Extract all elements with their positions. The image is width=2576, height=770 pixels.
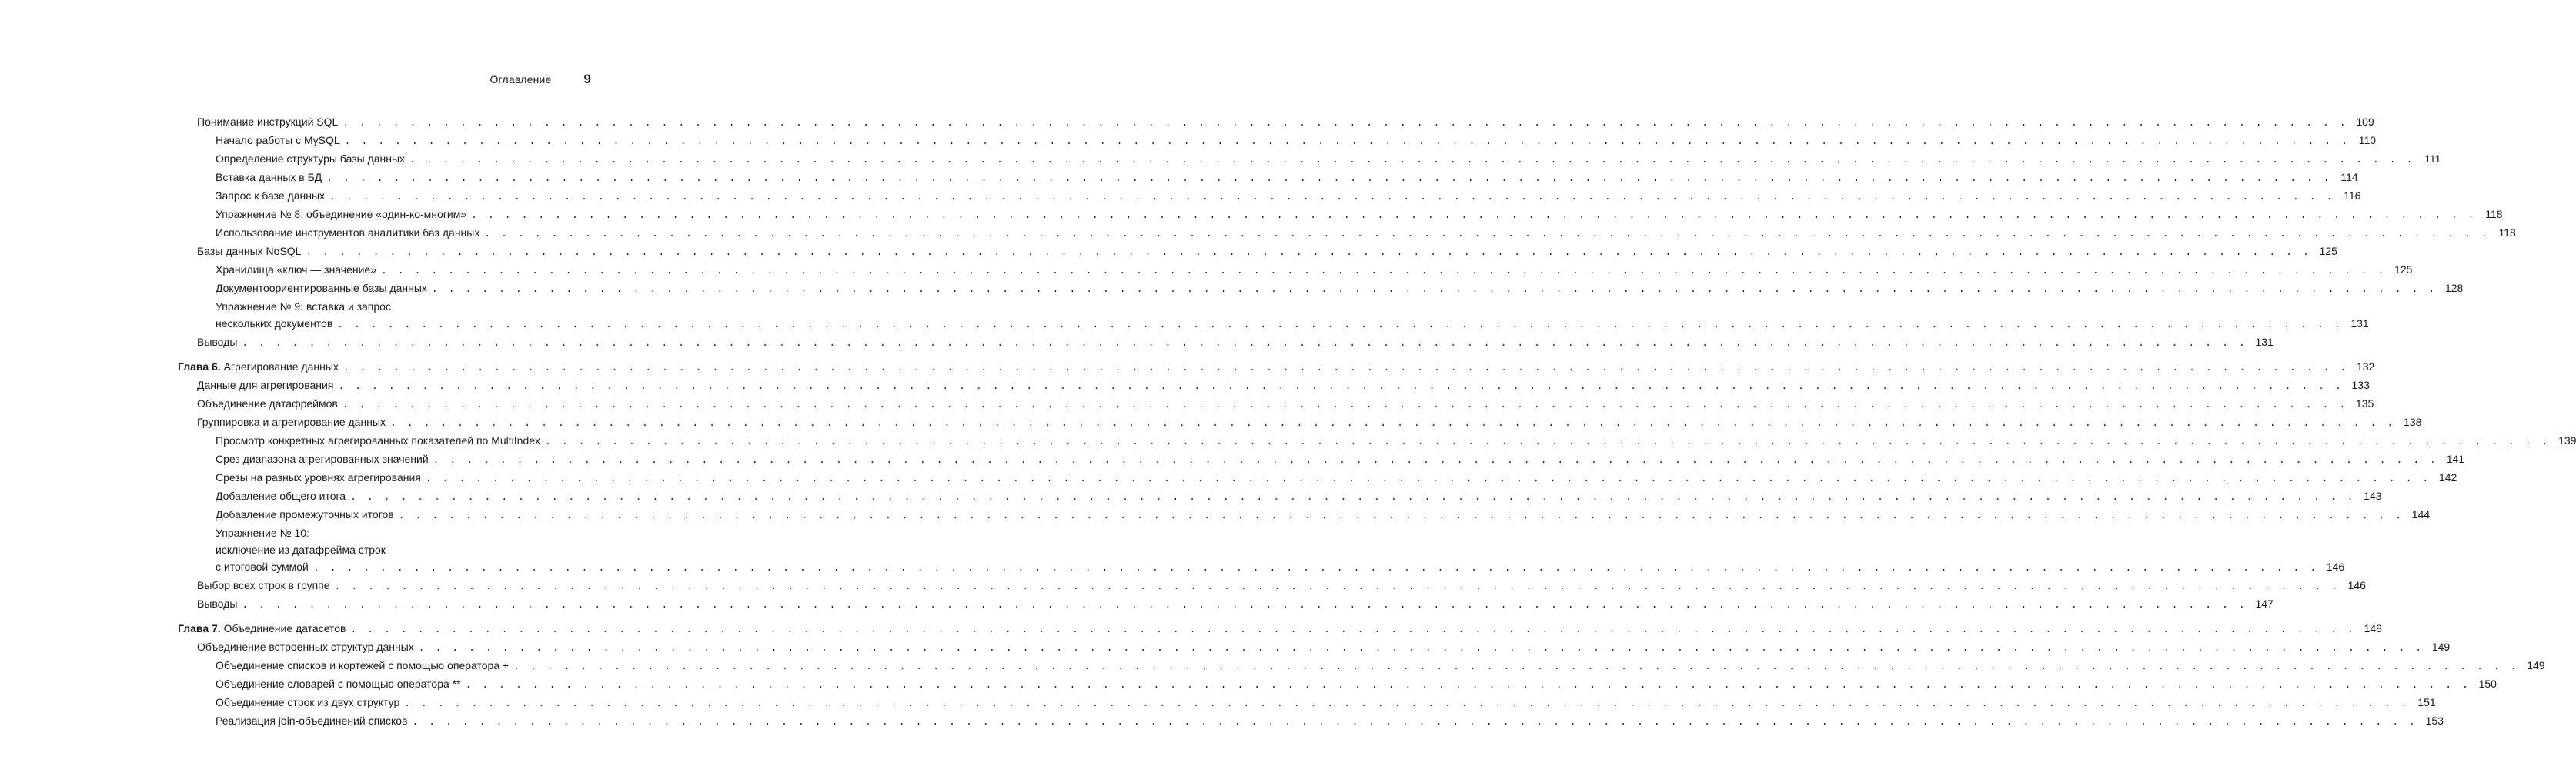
toc-page-number: 125 xyxy=(2319,245,2337,257)
toc-entry-title: Выводы xyxy=(197,598,238,610)
toc-page-number: 149 xyxy=(2527,659,2545,671)
dot-leader: . . . . . . . . . . . . . . . . . . . . . . . . . . . . . . . . . . . . . . . . . . . . . . . . . . . . . . . . . . . . . . . . . . . . . . . . . . . . . . . . . . . . . . . . . . . . . . . . . . . . . . . . . . . . . . . . . . . . . . . . xyxy=(342,399,2348,410)
toc-entry-title-line: исключение из датафрейма строк xyxy=(216,544,386,556)
toc-entry-title-line: Упражнение № 9: вставка и запрос xyxy=(216,300,391,313)
toc-entry-title: с итоговой суммой xyxy=(216,561,309,573)
toc-entry xyxy=(178,298,2369,333)
dot-leader: . . . . . . . . . . . . . . . . . . . . . . . . . . . . . . . . . . . . . . . . . . . . . . . . . . . . . . . . . . . . . . . . . . . . . . . . . . . . . . . . . . . . . . . . . . . . . . . . . . . . . . . . . . . . . . . . . . . . . . . . xyxy=(409,154,2415,166)
toc-entry-title-line: Упражнение № 10: xyxy=(216,527,309,539)
toc-entry xyxy=(178,395,2374,413)
chapter-title: Объединение датасетов xyxy=(223,622,346,634)
dot-leader: . . . . . . . . . . . . . . . . . . . . . . . . . . . . . . . . . . . . . . . . . . . . . . . . . . . . . . . . . . . . . . . . . . . . . . . . . . . . . . . . . . . . . . . . . . . . . . . . . . . . . . . . . . . . . . . . . . . . . . . . xyxy=(465,679,2471,691)
dot-leader: . . . . . . . . . . . . . . . . . . . . . . . . . . . . . . . . . . . . . . . . . . . . . . . . . . . . . . . . . . . . . . . . . . . . . . . . . . . . . . . . . . . . . . . . . . . . . . . . . . . . . . . . . . . . . . . . . . . . . . . . xyxy=(412,716,2417,728)
dot-leader: . . . . . . . . . . . . . . . . . . . . . . . . . . . . . . . . . . . . . . . . . . . . . . . . . . . . . . . . . . . . . . . . . . . . . . . . . . . . . . . . . . . . . . . . . . . . . . . . . . . . . . . . . . . . . . . . . . . . . . . . xyxy=(338,380,2344,392)
toc-page-number: 110 xyxy=(2358,134,2377,146)
toc-entry-title: Базы данных NoSQL xyxy=(197,245,302,257)
toc-entry xyxy=(178,638,2451,657)
toc-entry-title: Срез диапазона агрегированных значений xyxy=(216,453,429,465)
dot-leader: . . . . . . . . . . . . . . . . . . . . . . . . . . . . . . . . . . . . . . . . . . . . . . . . . . . . . . . . . . . . . . . . . . . . . . . . . . . . . . . . . . . . . . . . . . . . . . . . . . . . . . . . . . . . . . . . . . . . . . . . xyxy=(484,228,2490,239)
dot-leader: . . . . . . . . . . . . . . . . . . . . . . . . . . . . . . . . . . . . . . . . . . . . . . . . . . . . . . . . . . . . . . . . . . . . . . . . . . . . . . . . . . . . . . . . . . . . . . . . . . . . . . . . . . . . . . . . . . . . . . . . xyxy=(242,337,2247,349)
table-of-contents xyxy=(178,113,2576,731)
toc-page-number: 151 xyxy=(2417,696,2436,708)
toc-page-number: 109 xyxy=(2356,116,2374,128)
toc-page-number: 150 xyxy=(2478,678,2497,690)
toc-entry-title: Срезы на разных уровнях агрегирования xyxy=(216,471,421,484)
dot-leader: . . . . . . . . . . . . . . . . . . . . . . . . . . . . . . . . . . . . . . . . . . . . . . . . . . . . . . . . . . . . . . . . . . . . . . . . . . . . . . . . . . . . . . . . . . . . . . . . . . . . . . . . . . . . . . . . . . . . . . . . xyxy=(344,136,2350,147)
toc-chapter-entry xyxy=(178,358,2375,377)
toc-page-number: 118 xyxy=(2498,226,2516,239)
dot-leader: . . . . . . . . . . . . . . . . . . . . . . . . . . . . . . . . . . . . . . . . . . . . . . . . . . . . . . . . . . . . . . . . . . . . . . . . . . . . . . . . . . . . . . . . . . . . . . . . . . . . . . . . . . . . . . . . . . . . . . . . xyxy=(329,191,2335,203)
dot-leader: . . . . . . . . . . . . . . . . . . . . . . . . . . . . . . . . . . . . . . . . . . . . . . . . . . . . . . . . . . . . . . . . . . . . . . . . . . . . . . . . . . . . . . . . . . . . . . . . . . . . . . . . . . . . . . . . . . . . . . . . xyxy=(471,209,2477,221)
toc-entry xyxy=(178,243,2337,261)
toc-entry xyxy=(178,506,2431,524)
page-number: 9 xyxy=(583,72,591,86)
toc-entry-title: Выводы xyxy=(197,336,238,348)
toc-entry-title: Запрос к базе данных xyxy=(216,189,326,202)
toc-page-number: 125 xyxy=(2394,263,2413,276)
dot-leader: . . . . . . . . . . . . . . . . . . . . . . . . . . . . . . . . . . . . . . . . . . . . . . . . . . . . . . . . . . . . . . . . . . . . . . . . . . . . . . . . . . . . . . . . . . . . . . . . . . . . . . . . . . . . . . . . . . . . . . . . xyxy=(389,417,2396,429)
toc-page-number: 148 xyxy=(2364,622,2382,634)
dot-leader: . . . . . . . . . . . . . . . . . . . . . . . . . . . . . . . . . . . . . . . . . . . . . . . . . . . . . . . . . . . . . . . . . . . . . . . . . . . . . . . . . . . . . . . . . . . . . . . . . . . . . . . . . . . . . . . . . . . . . . . . xyxy=(545,436,2551,447)
toc-page-number: 153 xyxy=(2425,715,2444,727)
toc-entry-title: Реализация join-объединений списков xyxy=(216,715,408,727)
toc-entry xyxy=(178,113,2374,132)
toc-entry-title: Начало работы с MySQL xyxy=(216,134,340,146)
toc-page-number: 133 xyxy=(2351,379,2370,391)
chapter-title: Агрегирование данных xyxy=(223,360,339,373)
toc-entry-title: Группировка и агрегирование данных xyxy=(197,416,386,428)
toc-entry xyxy=(178,377,2370,395)
toc-page-number: 118 xyxy=(2485,208,2503,220)
dot-leader: . . . . . . . . . . . . . . . . . . . . . . . . . . . . . . . . . . . . . . . . . . . . . . . . . . . . . . . . . . . . . . . . . . . . . . . . . . . . . . . . . . . . . . . . . . . . . . . . . . . . . . . . . . . . . . . . . . . . . . . . xyxy=(425,473,2431,484)
dot-leader: . . . . . . . . . . . . . . . . . . . . . . . . . . . . . . . . . . . . . . . . . . . . . . . . . . . . . . . . . . . . . . . . . . . . . . . . . . . . . . . . . . . . . . . . . . . . . . . . . . . . . . . . . . . . . . . . . . . . . . . . xyxy=(342,117,2348,129)
toc-entry xyxy=(178,413,2422,432)
toc-page-number: 131 xyxy=(2350,317,2369,330)
toc-entry xyxy=(178,150,2441,169)
toc-entry xyxy=(178,712,2444,731)
toc-page-number: 141 xyxy=(2446,453,2465,465)
dot-leader: . . . . . . . . . . . . . . . . . . . . . . . . . . . . . . . . . . . . . . . . . . . . . . . . . . . . . . . . . . . . . . . . . . . . . . . . . . . . . . . . . . . . . . . . . . . . . . . . . . . . . . . . . . . . . . . . . . . . . . . . xyxy=(431,283,2437,295)
toc-entry-title: Добавление общего итога xyxy=(216,490,346,502)
toc-entry-title: Понимание инструкций SQL xyxy=(197,116,339,128)
toc-page-number: 142 xyxy=(2438,471,2457,484)
chapter-label: Глава 6. xyxy=(178,360,221,373)
toc-page-number: 143 xyxy=(2364,490,2382,502)
dot-leader: . . . . . . . . . . . . . . . . . . . . . . . . . . . . . . . . . . . . . . . . . . . . . . . . . . . . . . . . . . . . . . . . . . . . . . . . . . . . . . . . . . . . . . . . . . . . . . . . . . . . . . . . . . . . . . . . . . . . . . . . xyxy=(342,362,2349,373)
toc-entry-title: Объединение встроенных структур данных xyxy=(197,641,414,653)
toc-page-number: 146 xyxy=(2347,579,2366,591)
toc-page-number: 114 xyxy=(2340,171,2358,183)
toc-chapter-entry xyxy=(178,620,2382,638)
toc-page-number: 131 xyxy=(2255,336,2274,348)
toc-entry-title: Данные для агрегирования xyxy=(197,379,334,391)
toc-entry-title: Определение структуры базы данных xyxy=(216,152,406,165)
toc-page-number: 132 xyxy=(2356,360,2375,373)
dot-leader: . . . . . . . . . . . . . . . . . . . . . . . . . . . . . . . . . . . . . . . . . . . . . . . . . . . . . . . . . . . . . . . . . . . . . . . . . . . . . . . . . . . . . . . . . . . . . . . . . . . . . . . . . . . . . . . . . . . . . . . . xyxy=(418,642,2424,654)
dot-leader: . . . . . . . . . . . . . . . . . . . . . . . . . . . . . . . . . . . . . . . . . . . . . . . . . . . . . . . . . . . . . . . . . . . . . . . . . . . . . . . . . . . . . . . . . . . . . . . . . . . . . . . . . . . . . . . . . . . . . . . . xyxy=(350,624,2356,635)
toc-entry xyxy=(178,280,2464,298)
toc-page-number: 135 xyxy=(2355,397,2374,410)
toc-page-number: 147 xyxy=(2255,598,2274,610)
dot-leader: . . . . . . . . . . . . . . . . . . . . . . . . . . . . . . . . . . . . . . . . . . . . . . . . . . . . . . . . . . . . . . . . . . . . . . . . . . . . . . . . . . . . . . . . . . . . . . . . . . . . . . . . . . . . . . . . . . . . . . . . xyxy=(334,581,2340,592)
dot-leader: . . . . . . . . . . . . . . . . . . . . . . . . . . . . . . . . . . . . . . . . . . . . . . . . . . . . . . . . . . . . . . . . . . . . . . . . . . . . . . . . . . . . . . . . . . . . . . . . . . . . . . . . . . . . . . . . . . . . . . . . xyxy=(326,172,2332,184)
toc-entry-title: Упражнение № 8: объединение «один-ко-многим» xyxy=(216,208,467,220)
toc-entry xyxy=(178,694,2436,712)
toc-entry-title: Хранилища «ключ — значение» xyxy=(216,263,376,276)
dot-leader: . . . . . . . . . . . . . . . . . . . . . . . . . . . . . . . . . . . . . . . . . . . . . . . . . . . . . . . . . . . . . . . . . . . . . . . . . . . . . . . . . . . . . . . . . . . . . . . . . . . . . . . . . . . . . . . . . . . . . . . . xyxy=(404,698,2410,709)
toc-entry xyxy=(178,169,2358,187)
dot-leader: . . . . . . . . . . . . . . . . . . . . . . . . . . . . . . . . . . . . . . . . . . . . . . . . . . . . . . . . . . . . . . . . . . . . . . . . . . . . . . . . . . . . . . . . . . . . . . . . . . . . . . . . . . . . . . . . . . . . . . . . xyxy=(380,265,2387,276)
toc-page-number: 128 xyxy=(2444,282,2464,294)
chapter-label: Глава 7. xyxy=(178,622,221,634)
toc-entry-title: Документоориентированные базы данных xyxy=(216,282,427,294)
toc-entry xyxy=(178,132,2377,150)
toc-entry xyxy=(178,577,2366,595)
dot-leader: . . . . . . . . . . . . . . . . . . . . . . . . . . . . . . . . . . . . . . . . . . . . . . . . . . . . . . . . . . . . . . . . . . . . . . . . . . . . . . . . . . . . . . . . . . . . . . . . . . . . . . . . . . . . . . . . . . . . . . . . xyxy=(312,562,2319,574)
toc-entry xyxy=(178,469,2457,487)
toc-entry-title: Выбор всех строк в группе xyxy=(197,579,330,591)
toc-entry xyxy=(178,224,2516,243)
toc-entry-title: Объединение строк из двух структур xyxy=(216,696,400,708)
toc-entry xyxy=(178,261,2413,280)
toc-page-number: 139 xyxy=(2558,434,2576,447)
running-title: Оглавление xyxy=(489,73,552,85)
toc-entry xyxy=(178,487,2382,506)
toc-page-number: 116 xyxy=(2344,189,2361,202)
dot-leader: . . . . . . . . . . . . . . . . . . . . . . . . . . . . . . . . . . . . . . . . . . . . . . . . . . . . . . . . . . . . . . . . . . . . . . . . . . . . . . . . . . . . . . . . . . . . . . . . . . . . . . . . . . . . . . . . . . . . . . . . xyxy=(398,510,2404,521)
dot-leader: . . . . . . . . . . . . . . . . . . . . . . . . . . . . . . . . . . . . . . . . . . . . . . . . . . . . . . . . . . . . . . . . . . . . . . . . . . . . . . . . . . . . . . . . . . . . . . . . . . . . . . . . . . . . . . . . . . . . . . . . xyxy=(513,661,2519,672)
toc-entry-title: Просмотр конкретных агрегированных показателей по MultiIndex xyxy=(216,434,541,447)
toc-entry xyxy=(178,675,2497,694)
toc-page-number: 146 xyxy=(2326,561,2345,573)
toc-entry-title: Вставка данных в БД xyxy=(216,171,322,183)
toc-entry xyxy=(178,595,2274,614)
toc-entry-title: Добавление промежуточных итогов xyxy=(216,508,394,521)
toc-entry xyxy=(178,657,2545,675)
toc-entry-title: Объединение датафреймов xyxy=(197,397,338,410)
toc-entry-title: нескольких документов xyxy=(216,317,333,330)
toc-page-number: 144 xyxy=(2411,508,2431,521)
toc-entry-title: Объединение списков и кортежей с помощью оператора + xyxy=(216,659,510,671)
toc-entry xyxy=(178,524,2345,577)
toc-entry xyxy=(178,432,2576,450)
dot-leader: . . . . . . . . . . . . . . . . . . . . . . . . . . . . . . . . . . . . . . . . . . . . . . . . . . . . . . . . . . . . . . . . . . . . . . . . . . . . . . . . . . . . . . . . . . . . . . . . . . . . . . . . . . . . . . . . . . . . . . . . xyxy=(306,246,2311,258)
dot-leader: . . . . . . . . . . . . . . . . . . . . . . . . . . . . . . . . . . . . . . . . . . . . . . . . . . . . . . . . . . . . . . . . . . . . . . . . . . . . . . . . . . . . . . . . . . . . . . . . . . . . . . . . . . . . . . . . . . . . . . . . xyxy=(242,599,2247,611)
toc-entry xyxy=(178,450,2465,469)
dot-leader: . . . . . . . . . . . . . . . . . . . . . . . . . . . . . . . . . . . . . . . . . . . . . . . . . . . . . . . . . . . . . . . . . . . . . . . . . . . . . . . . . . . . . . . . . . . . . . . . . . . . . . . . . . . . . . . . . . . . . . . . xyxy=(350,491,2356,503)
toc-entry xyxy=(178,187,2361,206)
toc-page-number: 111 xyxy=(2424,152,2441,165)
toc-entry-title: Объединение словарей с помощью оператора ** xyxy=(216,678,461,690)
toc-entry xyxy=(178,206,2503,224)
running-header xyxy=(489,72,591,87)
toc-entry-title: Использование инструментов аналитики баз данных xyxy=(216,226,480,239)
dot-leader: . . . . . . . . . . . . . . . . . . . . . . . . . . . . . . . . . . . . . . . . . . . . . . . . . . . . . . . . . . . . . . . . . . . . . . . . . . . . . . . . . . . . . . . . . . . . . . . . . . . . . . . . . . . . . . . . . . . . . . . . xyxy=(433,454,2439,466)
toc-entry xyxy=(178,333,2274,352)
dot-leader: . . . . . . . . . . . . . . . . . . . . . . . . . . . . . . . . . . . . . . . . . . . . . . . . . . . . . . . . . . . . . . . . . . . . . . . . . . . . . . . . . . . . . . . . . . . . . . . . . . . . . . . . . . . . . . . . . . . . . . . . xyxy=(337,319,2343,330)
toc-page-number: 149 xyxy=(2431,641,2451,653)
toc-page-number: 138 xyxy=(2404,416,2422,428)
